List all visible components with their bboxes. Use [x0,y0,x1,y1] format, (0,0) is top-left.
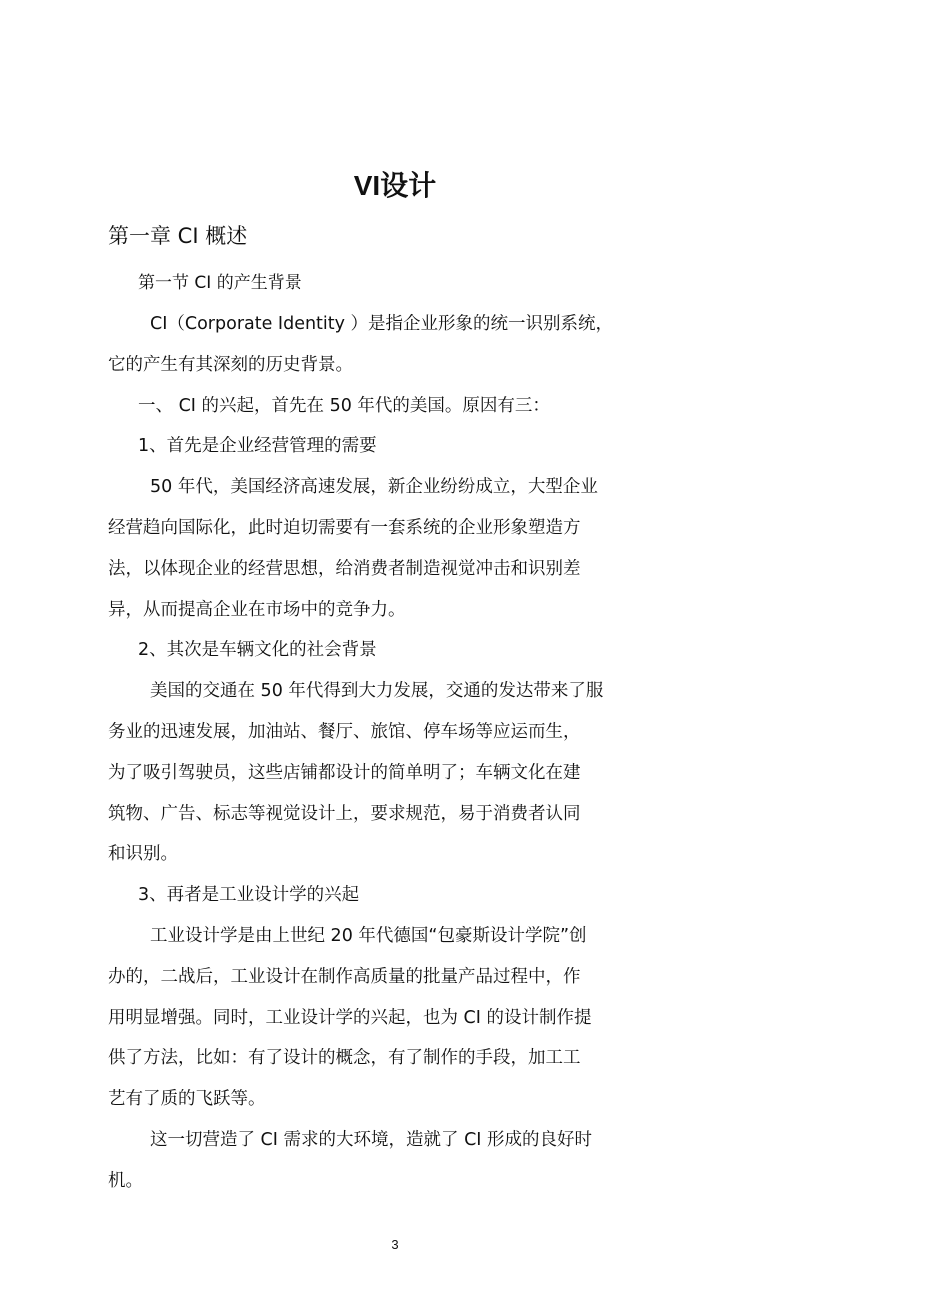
text-line: 筑物、广告、标志等视觉设计上，要求规范，易于消费者认同 [108,803,581,824]
page-number: 3 [391,1237,399,1252]
page-title [0,166,790,206]
text-line: 异，从而提高企业在市场中的竞争力。 [108,599,406,620]
text-line: CI（Corporate Identity ）是指企业形象的统一识别系统， [150,314,614,334]
text-line: 艺有了质的飞跃等。 [108,1089,266,1110]
title-latin: VI [353,170,381,201]
text-line: 这一切营造了 CI 需求的大环境，造就了 CI 形成的良好时 [150,1129,593,1150]
text-line: 它的产生有其深刻的历史背景。 [108,354,353,375]
text-line: 务业的迅速发展，加油站、餐厅、旅馆、停车场等应运而生， [108,721,581,742]
text-line: 3、再者是工业设计学的兴起 [138,885,360,906]
text-line: 50 年代，美国经济高速发展，新企业纷纷成立，大型企业 [150,477,598,498]
section-heading: 第一节 CI 的产生背景 [138,273,302,293]
body-text [108,304,688,1202]
text-line: 1、首先是企业经营管理的需要 [138,436,377,457]
text-line: 供了方法，比如：有了设计的概念，有了制作的手段，加工工 [108,1048,581,1069]
text-line: 法，以体现企业的经营思想，给消费者制造视觉冲击和识别差 [108,558,581,579]
text-line: 工业设计学是由上世纪 20 年代德国“包豪斯设计学院”创 [150,925,587,946]
text-line: 为了吸引驾驶员，这些店铺都设计的简单明了；车辆文化在建 [108,762,581,783]
text-line: 和识别。 [108,844,178,865]
title-rest: 设计 [380,169,437,202]
text-line: 机。 [108,1170,143,1191]
text-line: 一、 CI 的兴起，首先在 50 年代的美国。原因有三： [138,395,550,416]
text-line: 用明显增强。同时，工业设计学的兴起，也为 CI 的设计制作提 [108,1007,592,1028]
text-line: 2、其次是车辆文化的社会背景 [138,640,377,661]
text-line: 美国的交通在 50 年代得到大力发展，交通的发达带来了服 [150,681,604,702]
chapter-heading: 第一章 CI 概述 [108,224,248,248]
text-line: 办的，二战后，工业设计在制作高质量的批量产品过程中，作 [108,966,581,987]
text-line: 经营趋向国际化，此时迫切需要有一套系统的企业形象塑造方 [108,517,581,538]
